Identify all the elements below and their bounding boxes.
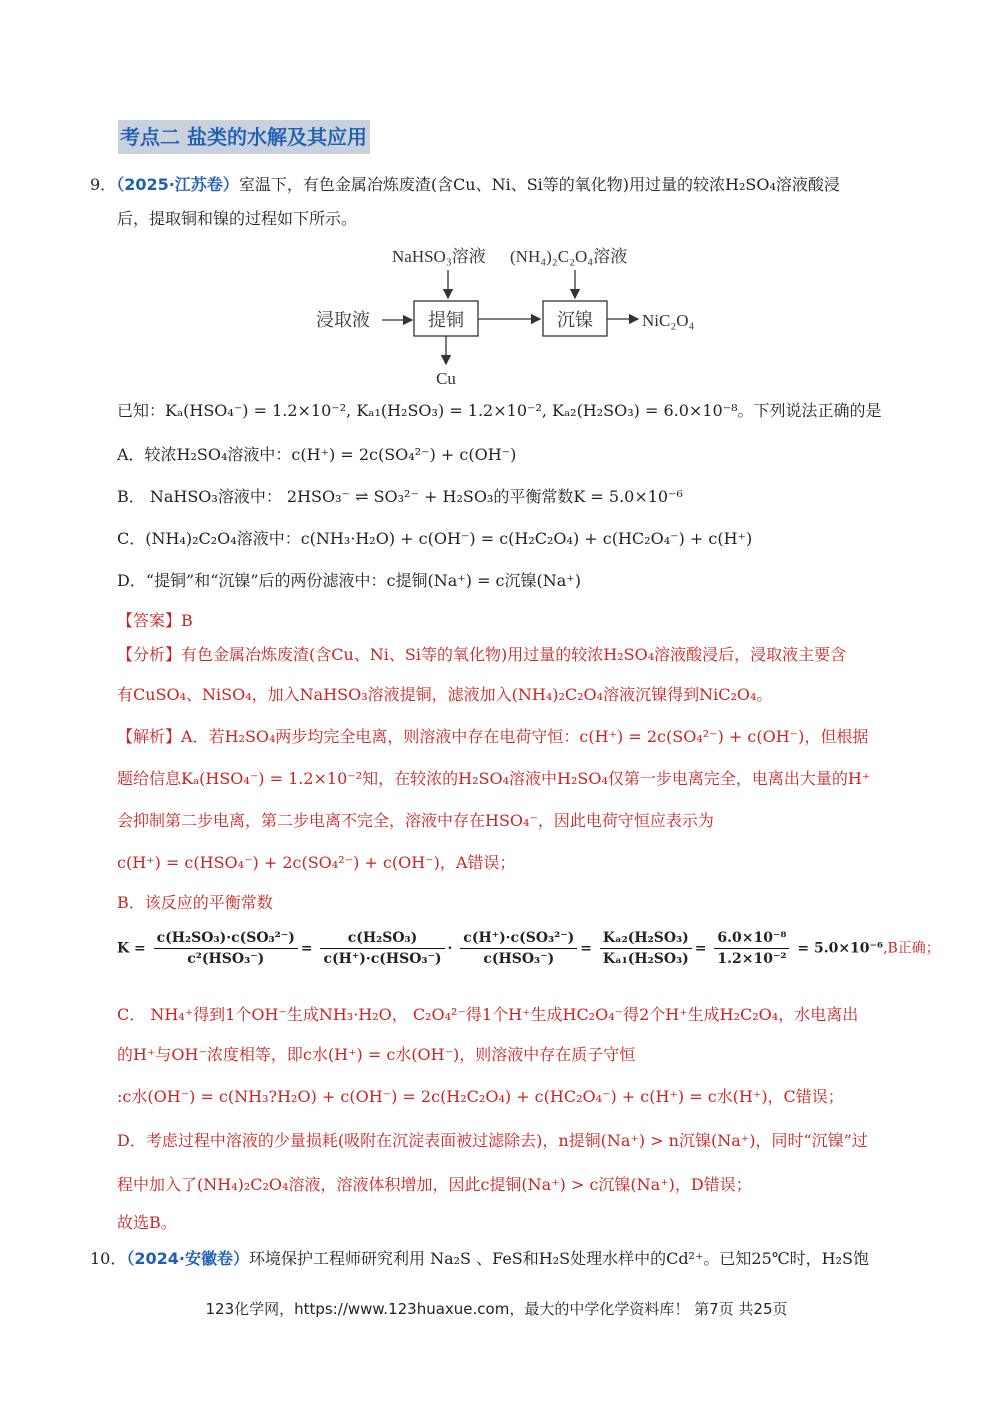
- q9-option-b: B． NaHSO₃溶液中： 2HSO₃⁻ ⇌ SO₃²⁻ + H₂SO₃的平衡常数K = 5.0×10⁻⁶: [117, 487, 683, 506]
- reagent-ammonium-oxalate: (NH₄)₂C₂O₄溶液: [510, 247, 628, 266]
- input-leachate: 浸取液: [316, 310, 370, 331]
- fraction-4: $\frac{\text{Kₐ₂(H₂SO₃)}}{\text{Kₐ₁(H₂SO₃)}}$: [600, 928, 692, 969]
- analysis-text-1: 有色金属冶炼废渣(含Cu、Ni、Si等的氧化物)用过量的较浓H₂SO₄溶液酸浸后，浸取液主要含: [181, 645, 847, 664]
- q9-conclusion: 故选B。: [117, 1213, 177, 1232]
- fraction-5: $\frac{\text{6.0×10⁻⁸}}{\text{1.2×10⁻²}}$: [714, 928, 789, 969]
- q9-option-a: A．较浓H₂SO₄溶液中：c(H⁺) = 2c(SO₄²⁻) + c(OH⁻): [117, 445, 517, 464]
- q9-explain-b-formula: K = $\frac{\text{c(H₂SO₃)·c(SO₃²⁻)}}{\text{c²(HSO₃⁻)}}$ = $\frac{\text{c(H₂SO₃)}}{\text{c(H⁺)·c(HSO₃⁻)}}$ · $\frac{\text{c(H⁺)·c(SO₃²⁻)}}{\text{c(HSO₃⁻)}}$ = $\frac{\text{Kₐ₂(H₂SO₃)}}{\text{Kₐ₁(H₂SO₃)}}$ = $\frac{\text{6.0×10⁻⁸}}{\text{1.2×10⁻²}}$ = 5.0×10⁻⁶,B正确；: [117, 930, 940, 967]
- box-nickel-label: 沉镍: [557, 310, 593, 331]
- q9-explain-a4: c(H⁺) = c(HSO₄⁻) + 2c(SO₄²⁻) + c(OH⁻)，A错误；: [117, 853, 516, 872]
- explain-tag: 【解析】: [117, 727, 182, 746]
- product-nickel-oxalate: NiC₂O₄: [642, 311, 695, 330]
- q10-stem: [90, 1246, 869, 1272]
- q9-stem-2: 后，提取铜和镍的过程如下所示。: [117, 209, 358, 228]
- q9-option-c: C．(NH₄)₂C₂O₄溶液中：c(NH₃·H₂O) + c(OH⁻) = c(H₂C₂O₄) + c(HC₂O₄⁻) + c(H⁺): [117, 529, 753, 548]
- fraction-3: $\frac{\text{c(H⁺)·c(SO₃²⁻)}}{\text{c(HSO₃⁻)}}$: [460, 928, 577, 969]
- q9-explain-d1: D．考虑过程中溶液的少量损耗(吸附在沉淀表面被过滤除去)，n提铜(Na⁺) > n沉镍(Na⁺)，同时“沉镍”过: [117, 1131, 868, 1150]
- q9-stem-1: 室温下，有色金属冶炼废渣(含Cu、Ni、Si等的氧化物)用过量的较浓H₂SO₄溶液酸浸: [238, 175, 840, 194]
- q10-source: （2024·安徽卷）: [126, 1249, 249, 1268]
- answer-tag: 【答案】: [117, 611, 182, 630]
- q9-answer: [117, 608, 193, 634]
- q9-explain-d2: 程中加入了(NH₄)₂C₂O₄溶液，溶液体积增加，因此c提铜(Na⁺) > c沉镍(Na⁺)，D错误；: [117, 1175, 752, 1194]
- explain-a1-text: A．若H₂SO₄两步均完全电离，则溶液中存在电荷守恒：c(H⁺) = 2c(SO₄²⁻) + c(OH⁻)，但根据: [181, 727, 869, 746]
- q9-option-d: D．“提铜”和“沉镍”后的两份滤液中：c提铜(Na⁺) = c沉镍(Na⁺): [117, 571, 581, 590]
- q9-analysis-2: 有CuSO₄、NiSO₄，加入NaHSO₃溶液提铜，滤液加入(NH₄)₂C₂O₄溶液沉镍得到NiC₂O₄。: [117, 685, 773, 704]
- q9-explain-c2: 的H⁺与OH⁻浓度相等，即c水(H⁺) = c水(OH⁻)，则溶液中存在质子守恒: [117, 1045, 636, 1064]
- q9-explain-c1: C． NH₄⁺得到1个OH⁻生成NH₃·H₂O， C₂O₄²⁻得1个H⁺生成HC₂O₄⁻得2个H⁺生成H₂C₂O₄，水电离出: [117, 1005, 859, 1024]
- k-result: = 5.0×10⁻⁶: [797, 940, 884, 957]
- q9-explain-a3: 会抑制第二步电离，第二步电离不完全，溶液中存在HSO₄⁻，因此电荷守恒应表示为: [117, 811, 714, 830]
- q10-stem-text: 环境保护工程师研究利用 Na₂S 、FeS和H₂S处理水样中的Cd²⁺。已知25℃时，H₂S饱: [249, 1249, 870, 1268]
- k-label: K =: [117, 940, 146, 957]
- q9-known: 已知：Kₐ(HSO₄⁻) = 1.2×10⁻², Kₐ₁(H₂SO₃) = 1.2×10⁻², Kₐ₂(H₂SO₃) = 6.0×10⁻⁸。下列说法正确的是: [117, 401, 882, 420]
- page-footer: 123化学网，https://www.123huaxue.com，最大的中学化学资料库！ 第7页 共25页: [205, 1300, 788, 1318]
- answer-value: B: [181, 611, 193, 630]
- analysis-tag: 【分析】: [117, 645, 182, 664]
- q9-analysis-1: [117, 642, 846, 668]
- q10-number: 10．: [90, 1249, 127, 1268]
- q9-number: 9．: [90, 175, 117, 194]
- reagent-nahso3: NaHSO₃溶液: [392, 247, 486, 266]
- box-copper-label: 提铜: [428, 310, 464, 331]
- b-verdict: ,B正确；: [883, 940, 940, 957]
- q9-explain-b1: B．该反应的平衡常数: [117, 893, 273, 912]
- fraction-2: $\frac{\text{c(H₂SO₃)}}{\text{c(H⁺)·c(HSO₃⁻)}}$: [320, 928, 444, 969]
- q9-stem-line-1: [90, 172, 840, 198]
- process-flow-diagram: [300, 240, 730, 390]
- section-heading: 考点二 盐类的水解及其应用: [118, 120, 370, 154]
- q9-source: （2025·江苏卷）: [116, 175, 239, 194]
- q9-explain-a1: [117, 724, 868, 750]
- q9-explain-a2: 题给信息Kₐ(HSO₄⁻) = 1.2×10⁻²知，在较浓的H₂SO₄溶液中H₂SO₄仅第一步电离完全，电离出大量的H⁺: [117, 769, 871, 788]
- product-copper: Cu: [436, 369, 456, 388]
- q9-explain-c3: :c水(OH⁻) = c(NH₃?H₂O) + c(OH⁻) = 2c(H₂C₂O₄) + c(HC₂O₄⁻) + c(H⁺) = c水(H⁺)，C错误；: [117, 1087, 844, 1106]
- fraction-1: $\frac{\text{c(H₂SO₃)·c(SO₃²⁻)}}{\text{c²(HSO₃⁻)}}$: [154, 928, 298, 969]
